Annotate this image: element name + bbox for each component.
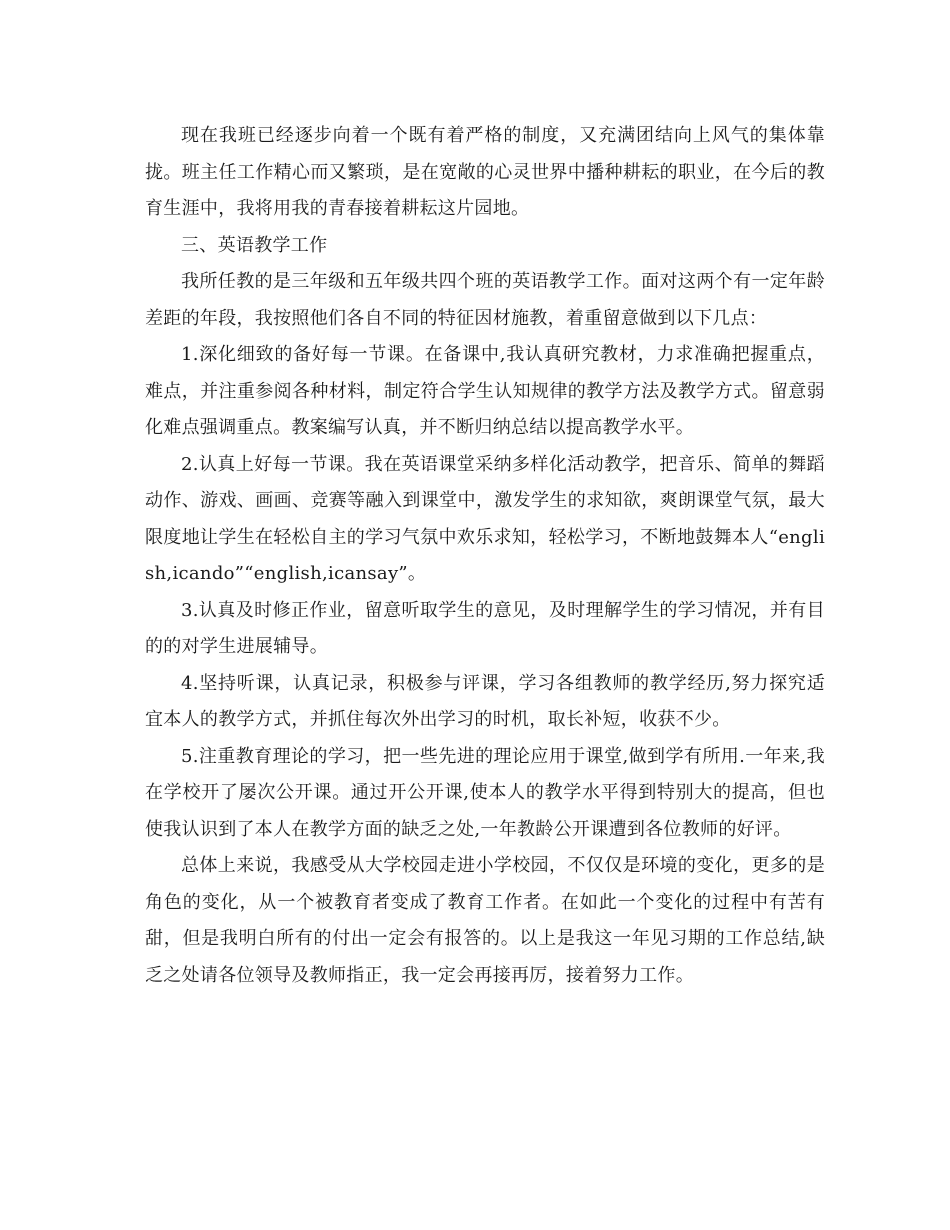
paragraph-class-summary: 现在我班已经逐步向着一个既有着严格的制度，又充满团结向上风气的集体靠拢。班主任工作精心而又繁琐，是在宽敞的心灵世界中播种耕耘的职业，在今后的教育生涯中，我将用我的青春接着耕耘这片园地。 <box>145 125 825 219</box>
paragraph-point-3: 3.认真及时修正作业，留意听取学生的意见，及时理解学生的学习情况，并有目的的对学生进展辅导。 <box>145 599 825 657</box>
paragraph-point-2: 2.认真上好每一节课。我在英语课堂采纳多样化活动教学，把音乐、简单的舞蹈动作、游戏、画画、竞赛等融入到课堂中，激发学生的求知欲，爽朗课堂气氛，最大限度地让学生在轻松自主的学习气氛中欢乐求知，轻松学习，不断地鼓舞本人“english,icando”“english,icansay”。 <box>145 453 825 584</box>
paragraph-conclusion: 总体上来说，我感受从大学校园走进小学校园，不仅仅是环境的变化，更多的是角色的变化，从一个被教育者变成了教育工作者。在如此一个变化的过程中有苦有甜，但是我明白所有的付出一定会有报答的。以上是我这一年见习期的工作总结,缺乏之处请各位领导及教师指正，我一定会再接再厉，接着努力工作。 <box>145 855 825 986</box>
paragraph-point-4: 4.坚持听课，认真记录，积极参与评课，学习各组教师的教学经历,努力探究适宜本人的教学方式，并抓住每次外出学习的时机，取长补短，收获不少。 <box>145 672 825 730</box>
paragraph-point-5: 5.注重教育理论的学习，把一些先进的理论应用于课堂,做到学有所用.一年来,我在学校开了屡次公开课。通过开公开课,使本人的教学水平得到特别大的提高，但也使我认识到了本人在教学方面的缺乏之处,一年教龄公开课遭到各位教师的好评。 <box>145 745 825 840</box>
paragraph-point-1: 1.深化细致的备好每一节课。在备课中,我认真研究教材，力求准确把握重点，难点，并注重参阅各种材料，制定符合学生认知规律的教学方法及教学方式。留意弱化难点强调重点。教案编写认真，并不断归纳总结以提高教学水平。 <box>145 344 825 438</box>
section-heading-english-teaching: 三、英语教学工作 <box>181 234 328 256</box>
document-body <box>145 118 825 994</box>
paragraph-english-intro: 我所任教的是三年级和五年级共四个班的英语教学工作。面对这两个有一定年龄差距的年段，我按照他们各自不同的特征因材施教，着重留意做到以下几点： <box>145 271 825 329</box>
